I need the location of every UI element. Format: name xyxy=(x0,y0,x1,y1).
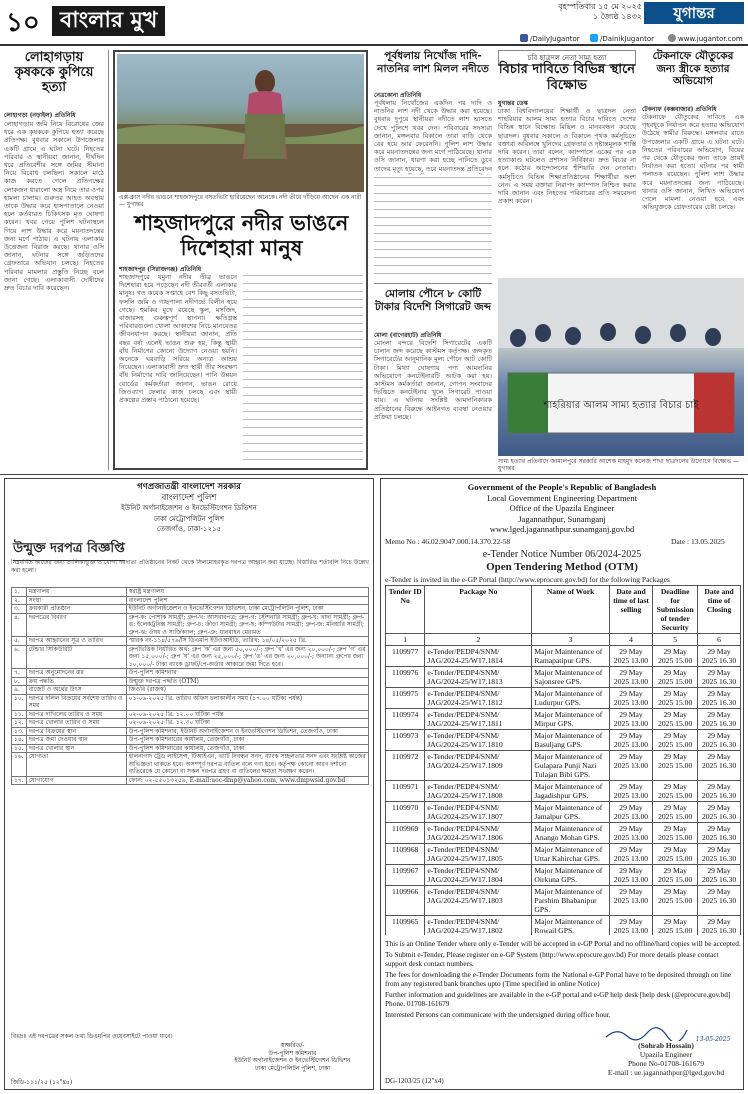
table-cell: দরপত্রের বিবরণ xyxy=(26,613,126,637)
table-cell-sec: 29 May 2025 15.00 xyxy=(653,667,698,688)
column-number: 5 xyxy=(653,634,698,646)
table-cell-id: 1109973 xyxy=(386,730,425,751)
table-cell: ৭. xyxy=(12,669,27,678)
tender-table xyxy=(385,585,741,935)
ad-header: গণপ্রজাতন্ত্রী বাংলাদেশ সরকার বাংলাদেশ পুলিশ ইউনিট অর্গানাইজেশন ও ইনভেস্টিগেশন ডিভিশন ঢাকা মেট্রোপলিটন পুলিশ তেজগাঁও, ঢাকা-১২১৫ xyxy=(121,482,257,533)
ad-header: Government of the People's Republic of Bangladesh Local Government Engineering Department Office of the Upazila Engineer Jagannathpur, Sunamganj www.lged.jagannathpur.sunamganj.gov.bd xyxy=(467,482,657,534)
ad-code: DG-1203/25 (12"x4) xyxy=(385,1077,444,1085)
kicker: চবি ছাত্রদল নেতা সাম্য হত্যা xyxy=(498,50,636,66)
table-cell-pkg: e-Tender/PEDP4/SNM/ JAG/2024-25/W17.1811 xyxy=(425,709,532,730)
handwritten-signature-icon: 13-05-2025 xyxy=(591,1027,741,1041)
table-row xyxy=(12,719,369,728)
page-number: ১০ xyxy=(6,8,40,38)
police-tender-ad xyxy=(4,478,374,1090)
table-cell-pkg: e-Tender/PEDP4/SNM/ JAG/2024-25/W17.1803 xyxy=(425,886,532,916)
table-row xyxy=(386,667,741,688)
table-cell-pkg: e-Tender/PEDP4/SNM/ JAG/2024-25/W17.1808 xyxy=(425,781,532,802)
table-cell-sell: 29 May 2025 13.00 xyxy=(609,751,653,781)
table-row xyxy=(386,802,741,823)
table-cell-work: Major Maintenance of Basuljang GPS. xyxy=(532,730,609,751)
headline-protest: বিচার দাবিতে বিভিন্ন স্থানে বিক্ষোভ xyxy=(498,62,636,93)
table-row xyxy=(12,669,369,678)
table-row xyxy=(386,688,741,709)
column-header: Date and time of Closing xyxy=(698,586,741,634)
table-cell: ফোন: ০২-৫৫০১৩২৫৯, E-mail:uoc-dmp@yahoo.com, www.dmpwsid.gov.bd xyxy=(126,776,368,785)
masthead xyxy=(0,0,748,46)
byline: লোহাগড়া (নড়াইল) প্রতিনিধি xyxy=(4,112,76,119)
protest-banner-icon xyxy=(498,278,744,456)
table-cell: স্মারক নং-১১৪/৫৭৯/সি ডিএমপি ইউওআইডি, তারিখ: ১৪/০৫/২০২৫ খ্রি. xyxy=(126,637,368,646)
table-row xyxy=(12,736,369,745)
tender-signature: 13-05-2025 (Sohrab Hossain) Upazila Engineer Phone No-01708-161679 E-mail : ue.jagannathpur@lged.gov.bd xyxy=(591,1027,741,1077)
table-cell-sec: 29 May 2025 15.00 xyxy=(653,709,698,730)
table-cell: দরপত্র খোলার স্থান xyxy=(26,744,126,753)
table-cell: ক্রয় পদ্ধতি xyxy=(26,677,126,686)
table-cell: ১২. xyxy=(12,719,27,728)
table-cell-id: 1109967 xyxy=(386,865,425,886)
table-row xyxy=(386,865,741,886)
table-cell: টেন্ডার সিকিউরিটি xyxy=(26,645,126,669)
table-cell: ১০. xyxy=(12,694,27,710)
feature-headline: শাহজাদপুরে নদীর ভাঙনে দিশেহারা মানুষ xyxy=(134,210,349,260)
tender-notes: This is an Online Tender where only e-Tender will be accepted in e-GP Portal and no offline/hard copies will be accepted. To Submit e-Tender, Please register on e-GP System (http://www.eprocure.gov.bd) For more details please contact support desk contact numbers. The fees for downloading the e-Tender Documents form the National e-GP Portal have to be deposited through on line from any registered bank branches upto (Time specified in online Notice) Further information and guidelines are available in the e-GP portal and e-GP help desk [help desk (@eprocure.gov.bd] Phone. 01708-161679 Interested Persons can communicate with the undersigned during office hour. xyxy=(385,939,741,1019)
table-cell: উন্মুক্ত দরপত্র পদ্ধতি (OTM) xyxy=(126,677,368,686)
table-cell: ০২-০৬-২০২৫ খ্রি. ১২.০০ ঘটিকা পর্যন্ত xyxy=(126,710,368,719)
article-body-continued xyxy=(374,175,492,280)
table-cell-work: Major Maintenance of Oirkuna GPS. xyxy=(532,865,609,886)
article-body: লোহাগড়ায় জমি নিয়ে বিরোধের জের ধরে এক কৃষককে কুপিয়ে হত্যা করেছে প্রতিপক্ষ। বুধবার সকালে উপজেলার একটি গ্রামে এ ঘটনা ঘটে। নিহতের পরিবার ও স্থানীয়রা জানান, দীর্ঘদিন ধরে প্রতিবেশীর সঙ্গে জমির সীমানা নিয়ে বিরোধ চলছিল। সকালে মাঠে কাজ করতে গেলে প্রতিপক্ষের লোকজন ধারালো অস্ত্র নিয়ে তার ওপর হামলা চালায়। গুরুতর আহত অবস্থায় তাকে উদ্ধার করে হাসপাতালে নেওয়া হলে কর্তব্যরত চিকিৎসক মৃত ঘোষণা করেন। খবর পেয়ে পুলিশ ঘটনাস্থলে গিয়ে লাশ উদ্ধার করে ময়নাতদন্তের জন্য মর্গে পাঠায়। এ ঘটনায় এলাকায় উত্তেজনা বিরাজ করছে। থানার ওসি জানান, ঘটনার সঙ্গে জড়িতদের গ্রেফতারে অভিযান চলছে। নিহতের পরিবার মামলার প্রস্তুতি নিচ্ছে বলে জানা গেছে। এলাকাবাসী দোষীদের দ্রুত বিচার দাবি করেছেন। xyxy=(4,120,104,293)
table-cell-sec: 29 May 2025 15.00 xyxy=(653,823,698,844)
table-cell-sec: 29 May 2025 15.00 xyxy=(653,646,698,667)
table-cell-work: Major Maintenance of Sajonsree GPS. xyxy=(532,667,609,688)
table-cell-close: 29 May 2025 16.30 xyxy=(698,823,741,844)
table-cell-sell: 29 May 2025 13.00 xyxy=(609,667,653,688)
table-cell: দরপত্র দলিল বিক্রয়ের সর্বশেষ তারিখ ও সময় xyxy=(26,694,126,710)
table-cell-pkg: e-Tender/PEDP4/SNM/ JAG/2024-25/W17.1804 xyxy=(425,865,532,886)
table-cell-close: 29 May 2025 16.30 xyxy=(698,730,741,751)
table-row xyxy=(12,686,369,695)
table-cell: ১৬. xyxy=(12,753,27,777)
table-cell-pkg: e-Tender/PEDP4/SNM/ JAG/2024-25/W17.1809 xyxy=(425,751,532,781)
table-cell: উপ-পুলিশ কমিশনারের কার্যালয়, তেজগাঁও, ঢাকা xyxy=(126,744,368,753)
table-cell-sec: 29 May 2025 15.00 xyxy=(653,730,698,751)
byline: টেকনাফ (কক্সবাজার) প্রতিনিধি xyxy=(642,106,717,113)
table-cell-close: 29 May 2025 16.30 xyxy=(698,751,741,781)
table-cell-id: 1109975 xyxy=(386,688,425,709)
table-cell-work: Major Maintenance of Ramapatipur GPS. xyxy=(532,646,609,667)
protest-photo xyxy=(498,278,744,456)
table-cell: দরপত্র জমা দেওয়ার স্থান xyxy=(26,736,126,745)
table-cell-work: Major Maintenance of Anango Mohan GPS. xyxy=(532,823,609,844)
table-cell-sell: 29 May 2025 13.00 xyxy=(609,730,653,751)
table-cell-work: Major Maintenance of Rowail GPS. xyxy=(532,916,609,936)
tender-method: Open Tendering Method (OTM) xyxy=(486,561,638,573)
table-cell: ১. xyxy=(12,588,27,597)
table-cell-id: 1109968 xyxy=(386,844,425,865)
woman-figure-icon xyxy=(117,54,364,192)
website-link[interactable]: www.jugantor.com xyxy=(668,34,743,43)
table-cell-close: 29 May 2025 16.30 xyxy=(698,844,741,865)
table-cell-work: Major Maintenance of Gulapara Punji Nazi Tulajan Bibi GPS. xyxy=(532,751,609,781)
table-cell-id: 1109965 xyxy=(386,916,425,936)
table-row xyxy=(12,744,369,753)
table-cell: ৮. xyxy=(12,677,27,686)
table-cell: ১৭. xyxy=(12,776,27,785)
column-number: 4 xyxy=(609,634,653,646)
table-row xyxy=(386,730,741,751)
table-cell-close: 29 May 2025 16.30 xyxy=(698,646,741,667)
table-cell-id: 1109974 xyxy=(386,709,425,730)
table-cell-pkg: e-Tender/PEDP4/SNM/ JAG/2024-25/W17.1802 xyxy=(425,916,532,936)
table-cell-sell: 29 May 2025 13.00 xyxy=(609,646,653,667)
byline: নেত্রকোনা প্রতিনিধি xyxy=(374,92,422,99)
table-row xyxy=(386,916,741,936)
section-title: বাংলার মুখ xyxy=(52,6,165,36)
table-cell-pkg: e-Tender/PEDP4/SNM/ JAG/2024-25/W17.1814 xyxy=(425,646,532,667)
byline: মোলা (বাগেরহাট) প্রতিনিধি xyxy=(374,332,442,339)
table-row xyxy=(12,588,369,597)
table-cell: বাজেট ও অর্থের উৎস xyxy=(26,686,126,695)
table-cell-work: Major Maintenance of Uttar Kahirchar GPS. xyxy=(532,844,609,865)
table-cell: যোগাযোগ xyxy=(26,776,126,785)
table-cell: গ্রুপভিত্তিক নির্ধারিত অর্থ: গ্রুপ 'ক' এর জন্য ৫০,০০০/-; গ্রুপ 'খ' এর জন্য ২০,০০০/-; গ্রুপ 'গ' এর জন্য ১৫,০০০/-; গ্রুপ 'ঘ' এর জন্য ২৫,০০০/-; গ্রুপ 'ঙ' এর জন্য ২০,০০০/-; অন্যান্য গ্রুপের জন্য ১০,০০০/- টাকা ব্যাংক ড্রাফট/পে-অর্ডার আকারে জমা দিতে হবে। xyxy=(126,645,368,669)
table-cell: জিওবি (রাজস্ব) xyxy=(126,686,368,695)
table-cell-sell: 29 May 2025 13.00 xyxy=(609,916,653,936)
table-cell: দরপত্র অনুমোদনের স্তর xyxy=(26,669,126,678)
table-cell: ৫. xyxy=(12,637,27,646)
table-cell-id: 1109977 xyxy=(386,646,425,667)
table-cell-id: 1109972 xyxy=(386,751,425,781)
table-cell-work: Major Maintenance of Jamalpur GPS. xyxy=(532,802,609,823)
feature-box xyxy=(113,50,368,470)
table-row xyxy=(12,677,369,686)
table-cell: দরপত্র বিক্রয়ের স্থান xyxy=(26,727,126,736)
table-row xyxy=(12,776,369,785)
table-cell-close: 29 May 2025 16.30 xyxy=(698,709,741,730)
byline: শাহজাদপুর (সিরাজগঞ্জ) প্রতিনিধি xyxy=(119,266,202,273)
table-cell-sec: 29 May 2025 15.00 xyxy=(653,688,698,709)
article-body: ঢাকা বিশ্ববিদ্যালয়ের শিক্ষার্থী ও ছাত্রদল নেতা শাহরিয়ার আলম সাম্য হত্যার বিচার দাবিতে দেশের বিভিন্ন স্থানে বিক্ষোভ মিছিল ও মানববন্ধন করেছে ছাত্রদল। বুধবার সকালে ও বিকালে পৃথক কর্মসূচিতে বক্তারা অবিলম্বে খুনিদের গ্রেফতার ও দৃষ্টান্তমূলক শাস্তি দাবি করেন। তারা বলেন, ক্যাম্পাসে একের পর এক হত্যাকাণ্ড ঘটলেও প্রশাসন নির্বিকার। দ্রুত বিচার না হলে কঠোর আন্দোলনের হুঁশিয়ারি দেন নেতারা। কর্মসূচিতে বিভিন্ন শিক্ষাপ্রতিষ্ঠানের শিক্ষার্থীরা অংশ নেন। এ সময় বক্তারা নিরাপদ ক্যাম্পাস নিশ্চিত করার দাবি জানান এবং নিহতের পরিবারের প্রতি সমবেদনা প্রকাশ করেন। xyxy=(498,107,636,206)
table-cell-close: 29 May 2025 16.30 xyxy=(698,802,741,823)
table-cell: ১৪. xyxy=(12,736,27,745)
table-cell-pkg: e-Tender/PEDP4/SNM/ JAG/2024-25/W17.1806 xyxy=(425,823,532,844)
table-cell: ৬. xyxy=(12,645,27,669)
table-cell-close: 29 May 2025 16.30 xyxy=(698,667,741,688)
table-cell-pkg: e-Tender/PEDP4/SNM/ JAG/2024-25/W17.1805 xyxy=(425,844,532,865)
table-cell: গ্রুপ-ক: পোশাক সামগ্রী; গ্রুপ-খ: আসবাবপত্র; গ্রুপ-গ: স্টেশনারি সামগ্রী; গ্রুপ-ঘ: খাদ্য সামগ্রী; গ্রুপ-ঙ: ইলেকট্রনিক্স সামগ্রী; গ্রুপ-চ: ক্রীড়া সামগ্রী; গ্রুপ-ছ: কম্পিউটার সামগ্রী; গ্রুপ-জ: মনিহারি সামগ্রী; গ্রুপ-ঝ: ঔষধ ও সার্জিক্যাল; গ্রুপ-ঞ: যানবাহন মেরামত xyxy=(126,613,368,637)
table-cell: উপ-পুলিশ কমিশনার, ইউনিট অর্গানাইজেশন ও ইনভেস্টিগেশন ডিভিশন, তেজগাঁও, ঢাকা xyxy=(126,727,368,736)
globe-icon xyxy=(668,34,676,42)
table-row xyxy=(12,694,369,710)
table-cell: যোগ্যতা xyxy=(26,753,126,777)
table-cell-pkg: e-Tender/PEDP4/SNM/ JAG/2024-25/W17.1812 xyxy=(425,688,532,709)
table-row xyxy=(386,709,741,730)
table-cell-sec: 29 May 2025 15.00 xyxy=(653,781,698,802)
table-cell-sell: 29 May 2025 13.00 xyxy=(609,781,653,802)
table-cell-close: 29 May 2025 16.30 xyxy=(698,865,741,886)
table-cell-sec: 29 May 2025 15.00 xyxy=(653,916,698,936)
table-cell: হালনাগাদ ট্রেড লাইসেন্স, টিআইএন, ভ্যাট নিবন্ধন সনদ, ব্যাংক সচ্ছলতার সনদ এবং সংশ্লিষ্ট কাজের অভিজ্ঞতা থাকতে হবে। অসম্পূর্ণ দরপত্র বাতিল বলে গণ্য হবে। কর্তৃপক্ষ কোনো কারণ দর্শানো ব্যতিরেকে যে কোনো বা সকল দরপত্র গ্রহণ বা বাতিলের ক্ষমতা সংরক্ষণ করেন। xyxy=(126,753,368,777)
table-cell-pkg: e-Tender/PEDP4/SNM/ JAG/2024-25/W17.1813 xyxy=(425,667,532,688)
notice-number: e-Tender Notice Number 06/2024-2025 xyxy=(482,549,642,560)
riverbank-photo xyxy=(117,54,364,192)
table-cell: ইউনিট অর্গানাইজেশন ও ইনভেস্টিগেশন ডিভিশন, ঢাকা মেট্রোপলিটন পুলিশ, ঢাকা xyxy=(126,605,368,614)
table-cell: ০২-০৬-২০২৫ খ্রি. ১২.৩০ ঘটিকা xyxy=(126,719,368,728)
table-row xyxy=(12,637,369,646)
table-cell-close: 29 May 2025 16.30 xyxy=(698,688,741,709)
column-header: Date and time of last selling xyxy=(609,586,653,634)
table-cell: উপ-পুলিশ কমিশনার xyxy=(126,669,368,678)
photo-caption: সাম্য হত্যার প্রতিবাদে জামালপুরে সরকারি আশেক মাহমুদ কলেজ শাখা ছাত্রদলের উদ্যোগে বিক্ষোভ — যুগান্তর xyxy=(498,458,740,472)
article-body: শাহজাদপুরে যমুনা নদীর তীব্র ভাঙনে দিশেহারা হয়ে পড়েছেন নদী তীরবর্তী এলাকার মানুষ। গত কয়েক সপ্তাহে বেশ কিছু বসতভিটা, ফসলি জমি ও গাছপালা নদীগর্ভে বিলীন হয়ে গেছে। হুমকির মুখে রয়েছে স্কুল, মসজিদ, বাজারসহ গুরুত্বপূর্ণ স্থাপনা। ক্ষতিগ্রস্ত পরিবারগুলো খোলা আকাশের নিচে মানবেতর জীবনযাপন করছে। স্থানীয়রা জানান, প্রতি বছর বর্ষা এলেই ভাঙন শুরু হয়, কিন্তু স্থায়ী বাঁধ নির্মাণের কোনো উদ্যোগ নেওয়া হয়নি। অনেকে ঘরবাড়ি সরিয়ে অন্যত্র আশ্রয় নিয়েছেন। এলাকাবাসী দ্রুত স্থায়ী তীর সংরক্ষণ বাঁধ নির্মাণের দাবি জানিয়েছেন। পানি উন্নয়ন বোর্ডের কর্মকর্তারা জানান, ভাঙন রোধে জিওব্যাগ ফেলার কাজ চলছে এবং স্থায়ী প্রকল্পের প্রস্তাব পাঠানো হয়েছে। xyxy=(119,273,237,405)
ad-footer-note: বিঃদ্রঃ এই দরপত্রের সকল তথ্য ডিএমপির ওয়েবসাইটে পাওয়া যাবে। xyxy=(11,1033,173,1040)
table-cell: ০১-০৬-২০২৫ খ্রি. তারিখ অফিস চলাকালীন সময় (১৭.০০ ঘটিকা পর্যন্ত) xyxy=(126,694,368,710)
table-cell: ক্রয়কারী প্রতিষ্ঠান xyxy=(26,605,126,614)
table-cell: উপ-পুলিশ কমিশনারের কার্যালয়, তেজগাঁও, ঢাকা xyxy=(126,736,368,745)
banner-text: শাহরিয়ার আলম সাম্য হত্যার বিচার চাই xyxy=(543,400,699,411)
table-cell: ২. xyxy=(12,596,27,605)
ad-table xyxy=(11,587,369,1027)
table-cell-sell: 29 May 2025 13.00 xyxy=(609,823,653,844)
table-cell-pkg: e-Tender/PEDP4/SNM/ JAG/2024-25/W17.1810 xyxy=(425,730,532,751)
column-number-row xyxy=(386,634,741,646)
table-row xyxy=(12,613,369,637)
table-cell: মন্ত্রণালয় xyxy=(26,588,126,597)
table-cell-sec: 29 May 2025 15.00 xyxy=(653,751,698,781)
ad-code: জিডি-১১১/২৫ (১২"x৪) xyxy=(11,1079,73,1086)
table-cell-sell: 29 May 2025 13.00 xyxy=(609,688,653,709)
divider xyxy=(108,50,109,470)
table-cell: ৪. xyxy=(12,613,27,637)
table-cell-sell: 29 May 2025 13.00 xyxy=(609,844,653,865)
invite-text: e-Tender is invited in the e-GP Portal (http://www.eprocure.gov.bd) for the following Packages xyxy=(385,575,670,584)
table-cell-id: 1109976 xyxy=(386,667,425,688)
table-header-row xyxy=(386,586,741,634)
ad-title: উন্মুক্ত দরপত্র বিজ্ঞপ্তি xyxy=(13,539,125,561)
headline-purbadhala: পূর্বধলায় নিখোঁজ দাদি-নাতনির লাশ মিলল নদীতে xyxy=(377,50,489,75)
column-header: Deadline for Submission of tender Security xyxy=(653,586,698,634)
ad-signature: স্বাক্ষরিত/- উপ-পুলিশ কমিশনার ইউনিট অর্গানাইজেশন ও ইনভেস্টিগেশন ডিভিশন ঢাকা মেট্রোপলিটন পুলিশ, ঢাকা xyxy=(234,1042,351,1072)
table-cell: ১৩. xyxy=(12,727,27,736)
headline-cigarette: মোলায় পৌনে ৮ কোটি টাকার বিদেশি সিগারেট জব্দ xyxy=(374,288,492,313)
table-cell: বাংলাদেশ পুলিশ xyxy=(126,596,368,605)
column-header: Package No xyxy=(425,586,532,634)
table-cell: ১৫. xyxy=(12,744,27,753)
lged-tender-ad xyxy=(380,478,744,1090)
article-body: পূর্বধলায় নিখোঁজের একদিন পর দাদি ও নাতনির লাশ নদী থেকে উদ্ধার করা হয়েছে। বুধবার দুপুরে স্থানীয়রা নদীতে লাশ ভাসতে দেখে পুলিশে খবর দেন। পরিবারের সদস্যরা জানান, মঙ্গলবার বিকালে তারা বাড়ি থেকে বের হয়ে আর ফেরেননি। পুলিশ লাশ উদ্ধার করে ময়নাতদন্তের জন্য মর্গে পাঠিয়েছে। থানার ওসি জানান, ধারণা করা হচ্ছে পানিতে ডুবে তাদের মৃত্যু হয়েছে, তবে ময়নাতদন্ত প্রতিবেদন xyxy=(374,99,492,173)
table-row xyxy=(386,823,741,844)
table-row xyxy=(12,596,369,605)
column-header: Tender ID No xyxy=(386,586,425,634)
table-cell: সংস্থা xyxy=(26,596,126,605)
table-row xyxy=(12,753,369,777)
table-cell-sell: 29 May 2025 13.00 xyxy=(609,709,653,730)
table-row xyxy=(386,886,741,916)
column-number: 1 xyxy=(386,634,425,646)
table-cell-id: 1109970 xyxy=(386,802,425,823)
table-cell-work: Major Maintenance of Parshim Bhabanipur GPS. xyxy=(532,886,609,916)
table-cell-work: Major Maintenance of Ludurpur GPS. xyxy=(532,688,609,709)
ad-table-grid xyxy=(11,587,369,785)
table-cell: স্বরাষ্ট্র মন্ত্রণালয় xyxy=(126,588,368,597)
tender-table-grid xyxy=(385,585,741,935)
section-divider xyxy=(0,474,748,475)
table-cell-sell: 29 May 2025 13.00 xyxy=(609,802,653,823)
table-cell-sec: 29 May 2025 15.00 xyxy=(653,844,698,865)
facebook-icon xyxy=(520,34,528,42)
table-cell-pkg: e-Tender/PEDP4/SNM/ JAG/2024-25/W17.1807 xyxy=(425,802,532,823)
article-body-continued xyxy=(243,273,363,466)
photo-caption: এক্স-ক্লাস নদীর ভাঙনে শাহজাদপুরে বসতভিটা হারিয়েছেন অনেকে। নদী তীরে দাঁড়িয়ে আছেন এক নারী — যুগান্তর xyxy=(119,194,362,208)
headline-lohagara: লোহাগড়ায় কৃষককে কুপিয়ে হত্যা xyxy=(14,50,94,95)
byline: যুগান্তর ডেস্ক xyxy=(498,100,528,107)
memo-date: Date : 13.05.2025 xyxy=(671,537,725,546)
table-cell-sec: 29 May 2025 15.00 xyxy=(653,802,698,823)
table-cell-close: 29 May 2025 16.30 xyxy=(698,781,741,802)
table-cell-sell: 29 May 2025 13.00 xyxy=(609,865,653,886)
newspaper-logo: যুগান্তর xyxy=(644,2,744,24)
table-cell-close: 29 May 2025 16.30 xyxy=(698,886,741,916)
table-row xyxy=(12,710,369,719)
table-cell-sec: 29 May 2025 15.00 xyxy=(653,886,698,916)
column-number: 6 xyxy=(698,634,741,646)
table-cell: দরপত্র আহ্বানের সূত্র ও তারিখ xyxy=(26,637,126,646)
table-cell-id: 1109966 xyxy=(386,886,425,916)
twitter-link[interactable]: /DainikJugantor xyxy=(590,34,654,43)
table-row xyxy=(386,751,741,781)
table-cell-work: Major Maintenance of Jagadishpur GPS. xyxy=(532,781,609,802)
twitter-icon xyxy=(590,34,598,42)
table-cell: ১১. xyxy=(12,710,27,719)
ad-intro: নিম্নবর্ণিত কাজের জন্য তালিকাভুক্ত ও যোগ্য দরদাতা প্রতিষ্ঠানের নিকট থেকে সিলমোহরকৃত দরপত্র আহ্বান করা যাচ্ছে। বিস্তারিত শর্তাবলি নিচে উল্লেখ করা হলো। xyxy=(11,559,369,574)
table-cell-close: 29 May 2025 16.30 xyxy=(698,916,741,936)
issue-date: বৃহস্পতিবার ১৫ মে ২০২৫ ১ জ্যৈষ্ঠ ১৪৩২ xyxy=(558,2,642,21)
memo-number: Memo No : 46.02.9047.000.14.370.22-58 xyxy=(385,537,511,546)
table-cell: দরপত্র খোলার তারিখ ও সময় xyxy=(26,719,126,728)
column-header: Name of Work xyxy=(532,586,609,634)
divider xyxy=(374,283,492,284)
table-cell-id: 1109971 xyxy=(386,781,425,802)
table-row xyxy=(12,605,369,614)
headline-teknaf: টেকনাফে যৌতুকের জন্য স্ত্রীকে হত্যার অভিযোগ xyxy=(652,50,734,87)
column-number: 2 xyxy=(425,634,532,646)
table-cell: ৩. xyxy=(12,605,27,614)
facebook-link[interactable]: /DailyJugantor xyxy=(520,34,580,43)
table-cell-sec: 29 May 2025 15.00 xyxy=(653,865,698,886)
table-row xyxy=(12,727,369,736)
table-cell-sell: 29 May 2025 13.00 xyxy=(609,886,653,916)
table-row xyxy=(386,781,741,802)
article-body: মোংলা বন্দরে বিদেশি সিগারেটের একটি চালান জব্দ করেছে কাস্টমস কর্তৃপক্ষ। জব্দকৃত সিগারেটের আনুমানিক মূল্য পৌনে আট কোটি টাকা। মিথ্যা ঘোষণায় পণ্য আমদানির অভিযোগে কনটেইনারটি আটক করা হয়। কাস্টমস কর্মকর্তারা জানান, গোপন সংবাদের ভিত্তিতে কনটেইনার খুলে সিগারেট পাওয়া যায়। এ ঘটনায় সংশ্লিষ্ট আমদানিকারক প্রতিষ্ঠানের বিরুদ্ধে আইনগত ব্যবস্থা নেওয়ার প্রক্রিয়া চলছে। xyxy=(374,339,492,421)
table-cell-id: 1109969 xyxy=(386,823,425,844)
table-row xyxy=(386,844,741,865)
table-row xyxy=(386,646,741,667)
table-cell: দরপত্র দাখিলের তারিখ ও সময় xyxy=(26,710,126,719)
table-row xyxy=(12,645,369,669)
table-cell: ৯. xyxy=(12,686,27,695)
table-cell-work: Major Maintenance of Mirpur GPS. xyxy=(532,709,609,730)
article-body: টেকনাফে যৌতুকের দাবিতে এক গৃহবধূকে নির্যাতন করে হত্যার অভিযোগ উঠেছে স্বামীর বিরুদ্ধে। মঙ্গলবার রাতে উপজেলার একটি গ্রামে এ ঘটনা ঘটে। নিহতের পরিবারের অভিযোগ, বিয়ের পর থেকে যৌতুকের জন্য তাকে প্রায়ই নির্যাতন করা হতো। ঘটনার পর স্বামী পলাতক রয়েছেন। পুলিশ লাশ উদ্ধার করে ময়নাতদন্তের জন্য পাঠিয়েছে। থানার ওসি জানান, লিখিত অভিযোগ পেলে মামলা নেওয়া হবে এবং অভিযুক্তকে গ্রেফতারের চেষ্টা চলছে। xyxy=(642,113,744,212)
column-number: 3 xyxy=(532,634,609,646)
